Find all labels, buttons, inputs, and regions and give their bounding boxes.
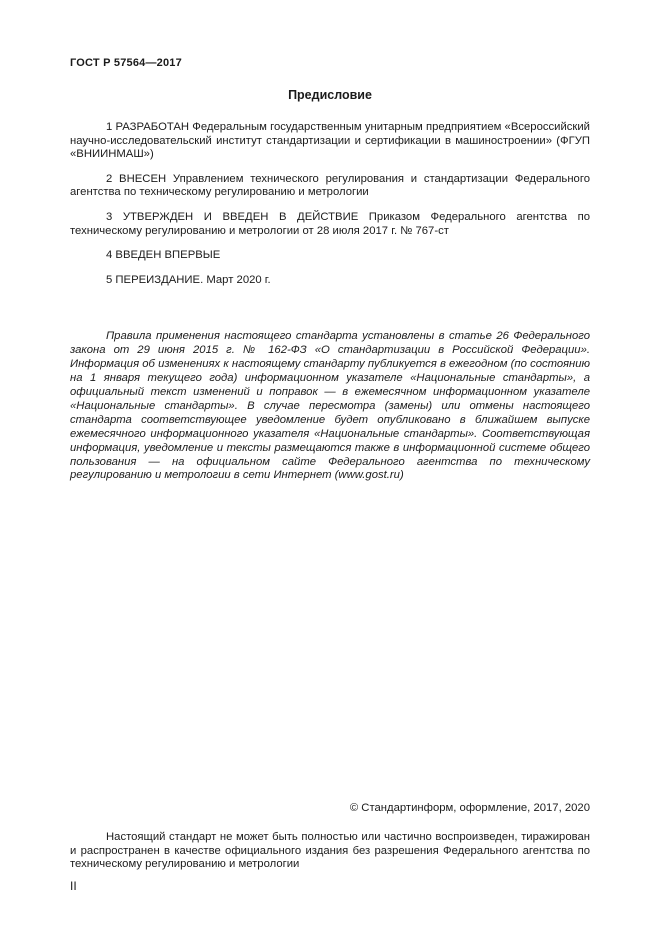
page-number: II: [70, 879, 77, 893]
page-title: Предисловие: [288, 88, 372, 102]
preface-item-2: 2 ВНЕСЕН Управлением технического регулирования и стандартизации Федерального агентства по техническому регулированию и метрологии: [70, 172, 590, 199]
reproduction-restriction-note: Настоящий стандарт не может быть полностью или частично воспроизведен, тиражирован и распространен в качестве официального издания без разрешения Федерального агентства по техническому регулированию и метрологии: [70, 831, 590, 871]
copyright-line: © Стандартинформ, оформление, 2017, 2020: [349, 802, 590, 815]
document-code: ГОСТ Р 57564—2017: [70, 57, 182, 69]
vertical-spacer: [70, 483, 590, 802]
preface-item-1: 1 РАЗРАБОТАН Федеральным государственным унитарным предприятием «Всероссийский научно-исследовательский институт стандартизации и сертификации в машиностроении» (ФГУП «ВНИИНМАШ»): [70, 121, 590, 161]
preface-item-3: 3 УТВЕРЖДЕН И ВВЕДЕН В ДЕЙСТВИЕ Приказом Федерального агентства по техническому регулированию и метрологии от 28 июля 2017 г. № 767-ст: [70, 210, 590, 237]
legal-application-note: Правила применения настоящего стандарта установлены в статье 26 Федерального закона от 29 июня 2015 г. № 162-ФЗ «О стандартизации в Российской Федерации». Информация об изменениях к настоящему стандарту публикуется в ежегодном (по состоянию на 1 января текущего года) информационном указателе «Национальные стандарты», а официальный текст изменений и поправок — в ежемесячном информационном указателе «Национальные стандарты». В случае пересмотра (замены) или отмены настоящего стандарта соответствующее уведомление будет опубликовано в ближайшем выпуске ежемесячного информационного указателя «Национальные стандарты». Соответствующая информация, уведомление и тексты размещаются также в информационной системе общего пользования — на официальном сайте Федерального агентства по техническому регулированию и метрологии в сети Интернет (www.gost.ru): [70, 330, 590, 482]
preface-item-5: 5 ПЕРЕИЗДАНИЕ. Март 2020 г.: [106, 273, 271, 286]
preface-item-4: 4 ВВЕДЕН ВПЕРВЫЕ: [106, 249, 221, 262]
